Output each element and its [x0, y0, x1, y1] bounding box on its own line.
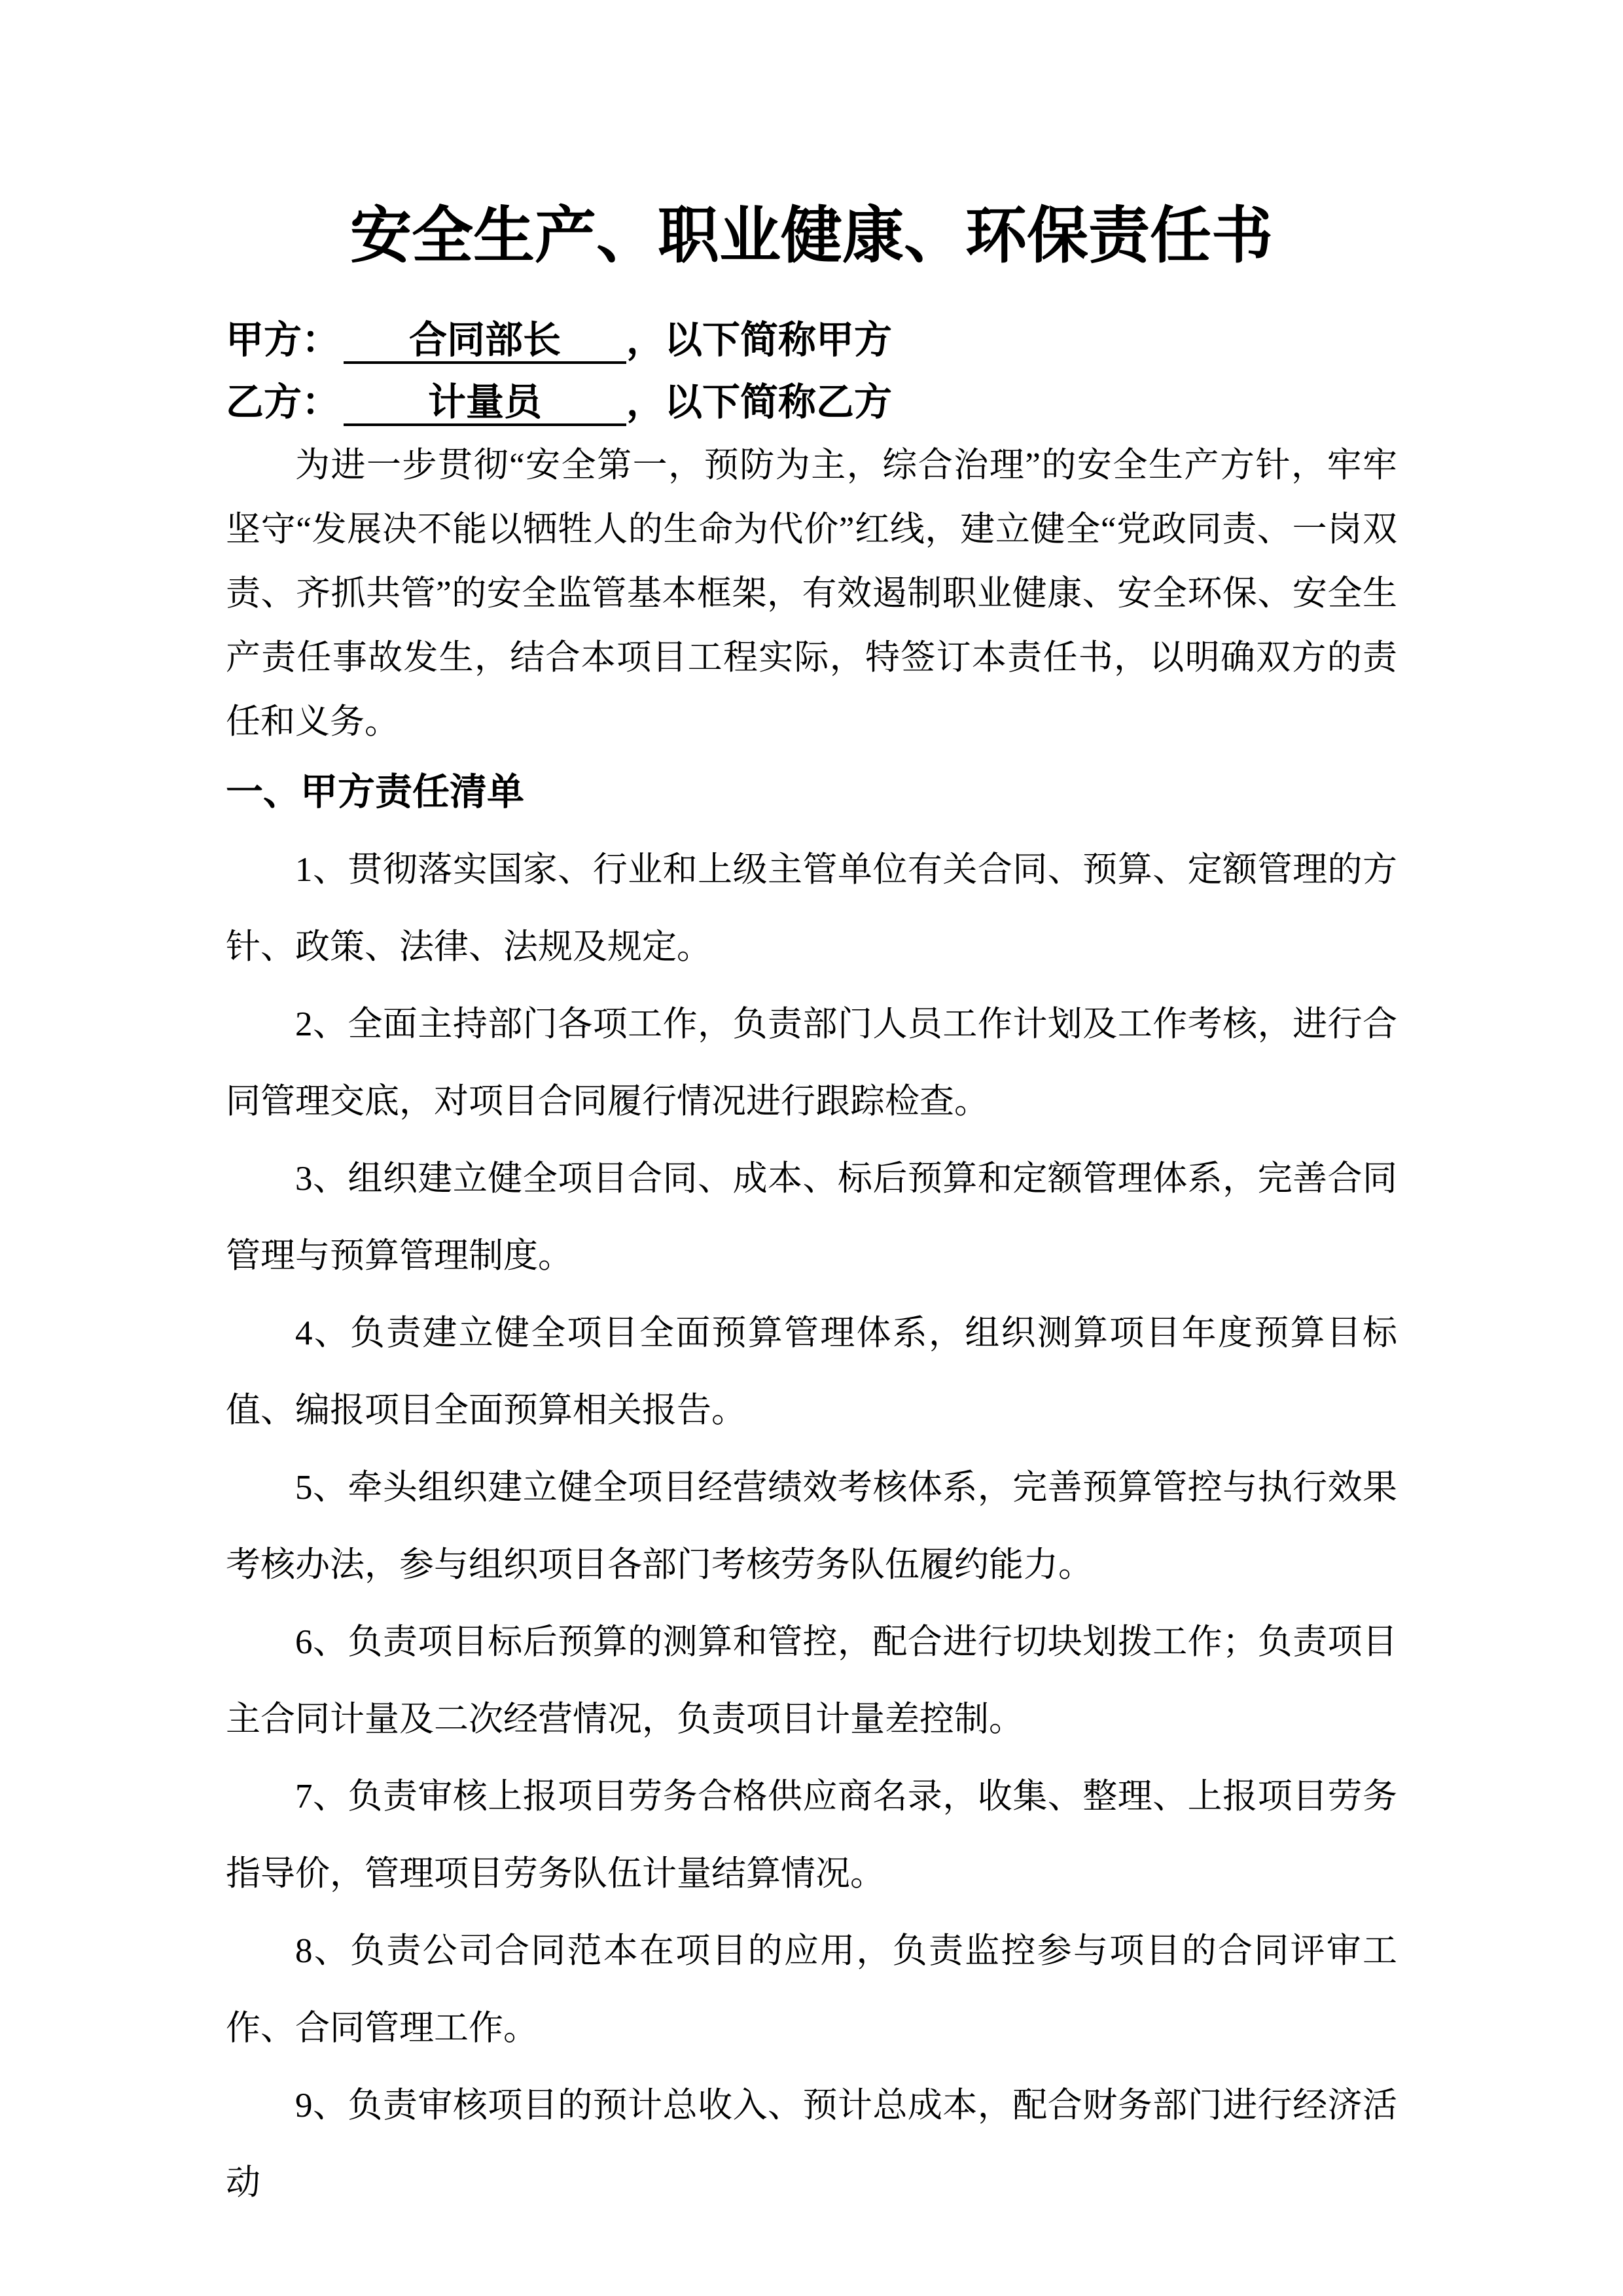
responsibility-item-3: 3、组织建立健全项目合同、成本、标后预算和定额管理体系，完善合同管理与预算管理制度。 [226, 1160, 1397, 1275]
party-a-blank: 合同部长 [344, 319, 626, 364]
responsibility-item-8: 8、负责公司合同范本在项目的应用，负责监控参与项目的合同评审工作、合同管理工作。 [226, 1932, 1397, 2047]
party-a-line [226, 309, 1397, 371]
section-1-heading: 一、甲方责任清单 [226, 772, 524, 813]
responsibility-item-9: 9、负责审核项目的预计总收入、预计总成本，配合财务部门进行经济活动 [226, 2087, 1397, 2202]
responsibility-item-2: 2、全面主持部门各项工作，负责部门人员工作计划及工作考核，进行合同管理交底，对项目合同履行情况进行跟踪检查。 [226, 1005, 1397, 1121]
responsibility-item-7: 7、负责审核上报项目劳务合格供应商名录，收集、整理、上报项目劳务指导价，管理项目劳务队伍计量结算情况。 [226, 1778, 1397, 1893]
party-b-label: 乙方： [226, 381, 340, 423]
responsibility-item-5: 5、牵头组织建立健全项目经营绩效考核体系，完善预算管控与执行效果考核办法，参与组织项目各部门考核劳务队伍履约能力。 [226, 1469, 1397, 1584]
page-title: 安全生产、职业健康、环保责任书 [349, 202, 1273, 270]
party-a-suffix: ，以下简称甲方 [626, 319, 893, 361]
party-b-blank: 计量员 [344, 382, 626, 426]
intro-paragraph: 为进一步贯彻“安全第一，预防为主，综合治理”的安全生产方针，牢牢坚守“发展决不能以牺牲人的生命为代价”红线，建立健全“党政同责、一岗双责、齐抓共管”的安全监管基本框架，有效遏制职业健康、安全环保、安全生产责任事故发生，结合本项目工程实际，特签订本责任书，以明确双方的责任和义务。 [226, 446, 1397, 741]
party-a-label: 甲方： [226, 319, 340, 361]
responsibility-item-6: 6、负责项目标后预算的测算和管控，配合进行切块划拨工作；负责项目主合同计量及二次经营情况，负责项目计量差控制。 [226, 1623, 1397, 1738]
responsibility-item-1: 1、贯彻落实国家、行业和上级主管单位有关合同、预算、定额管理的方针、政策、法律、法规及规定。 [226, 851, 1397, 966]
party-b-line [226, 371, 1397, 433]
responsibility-item-4: 4、负责建立健全项目全面预算管理体系，组织测算项目年度预算目标值、编报项目全面预算相关报告。 [226, 1314, 1397, 1429]
party-b-suffix: ，以下简称乙方 [626, 381, 893, 423]
